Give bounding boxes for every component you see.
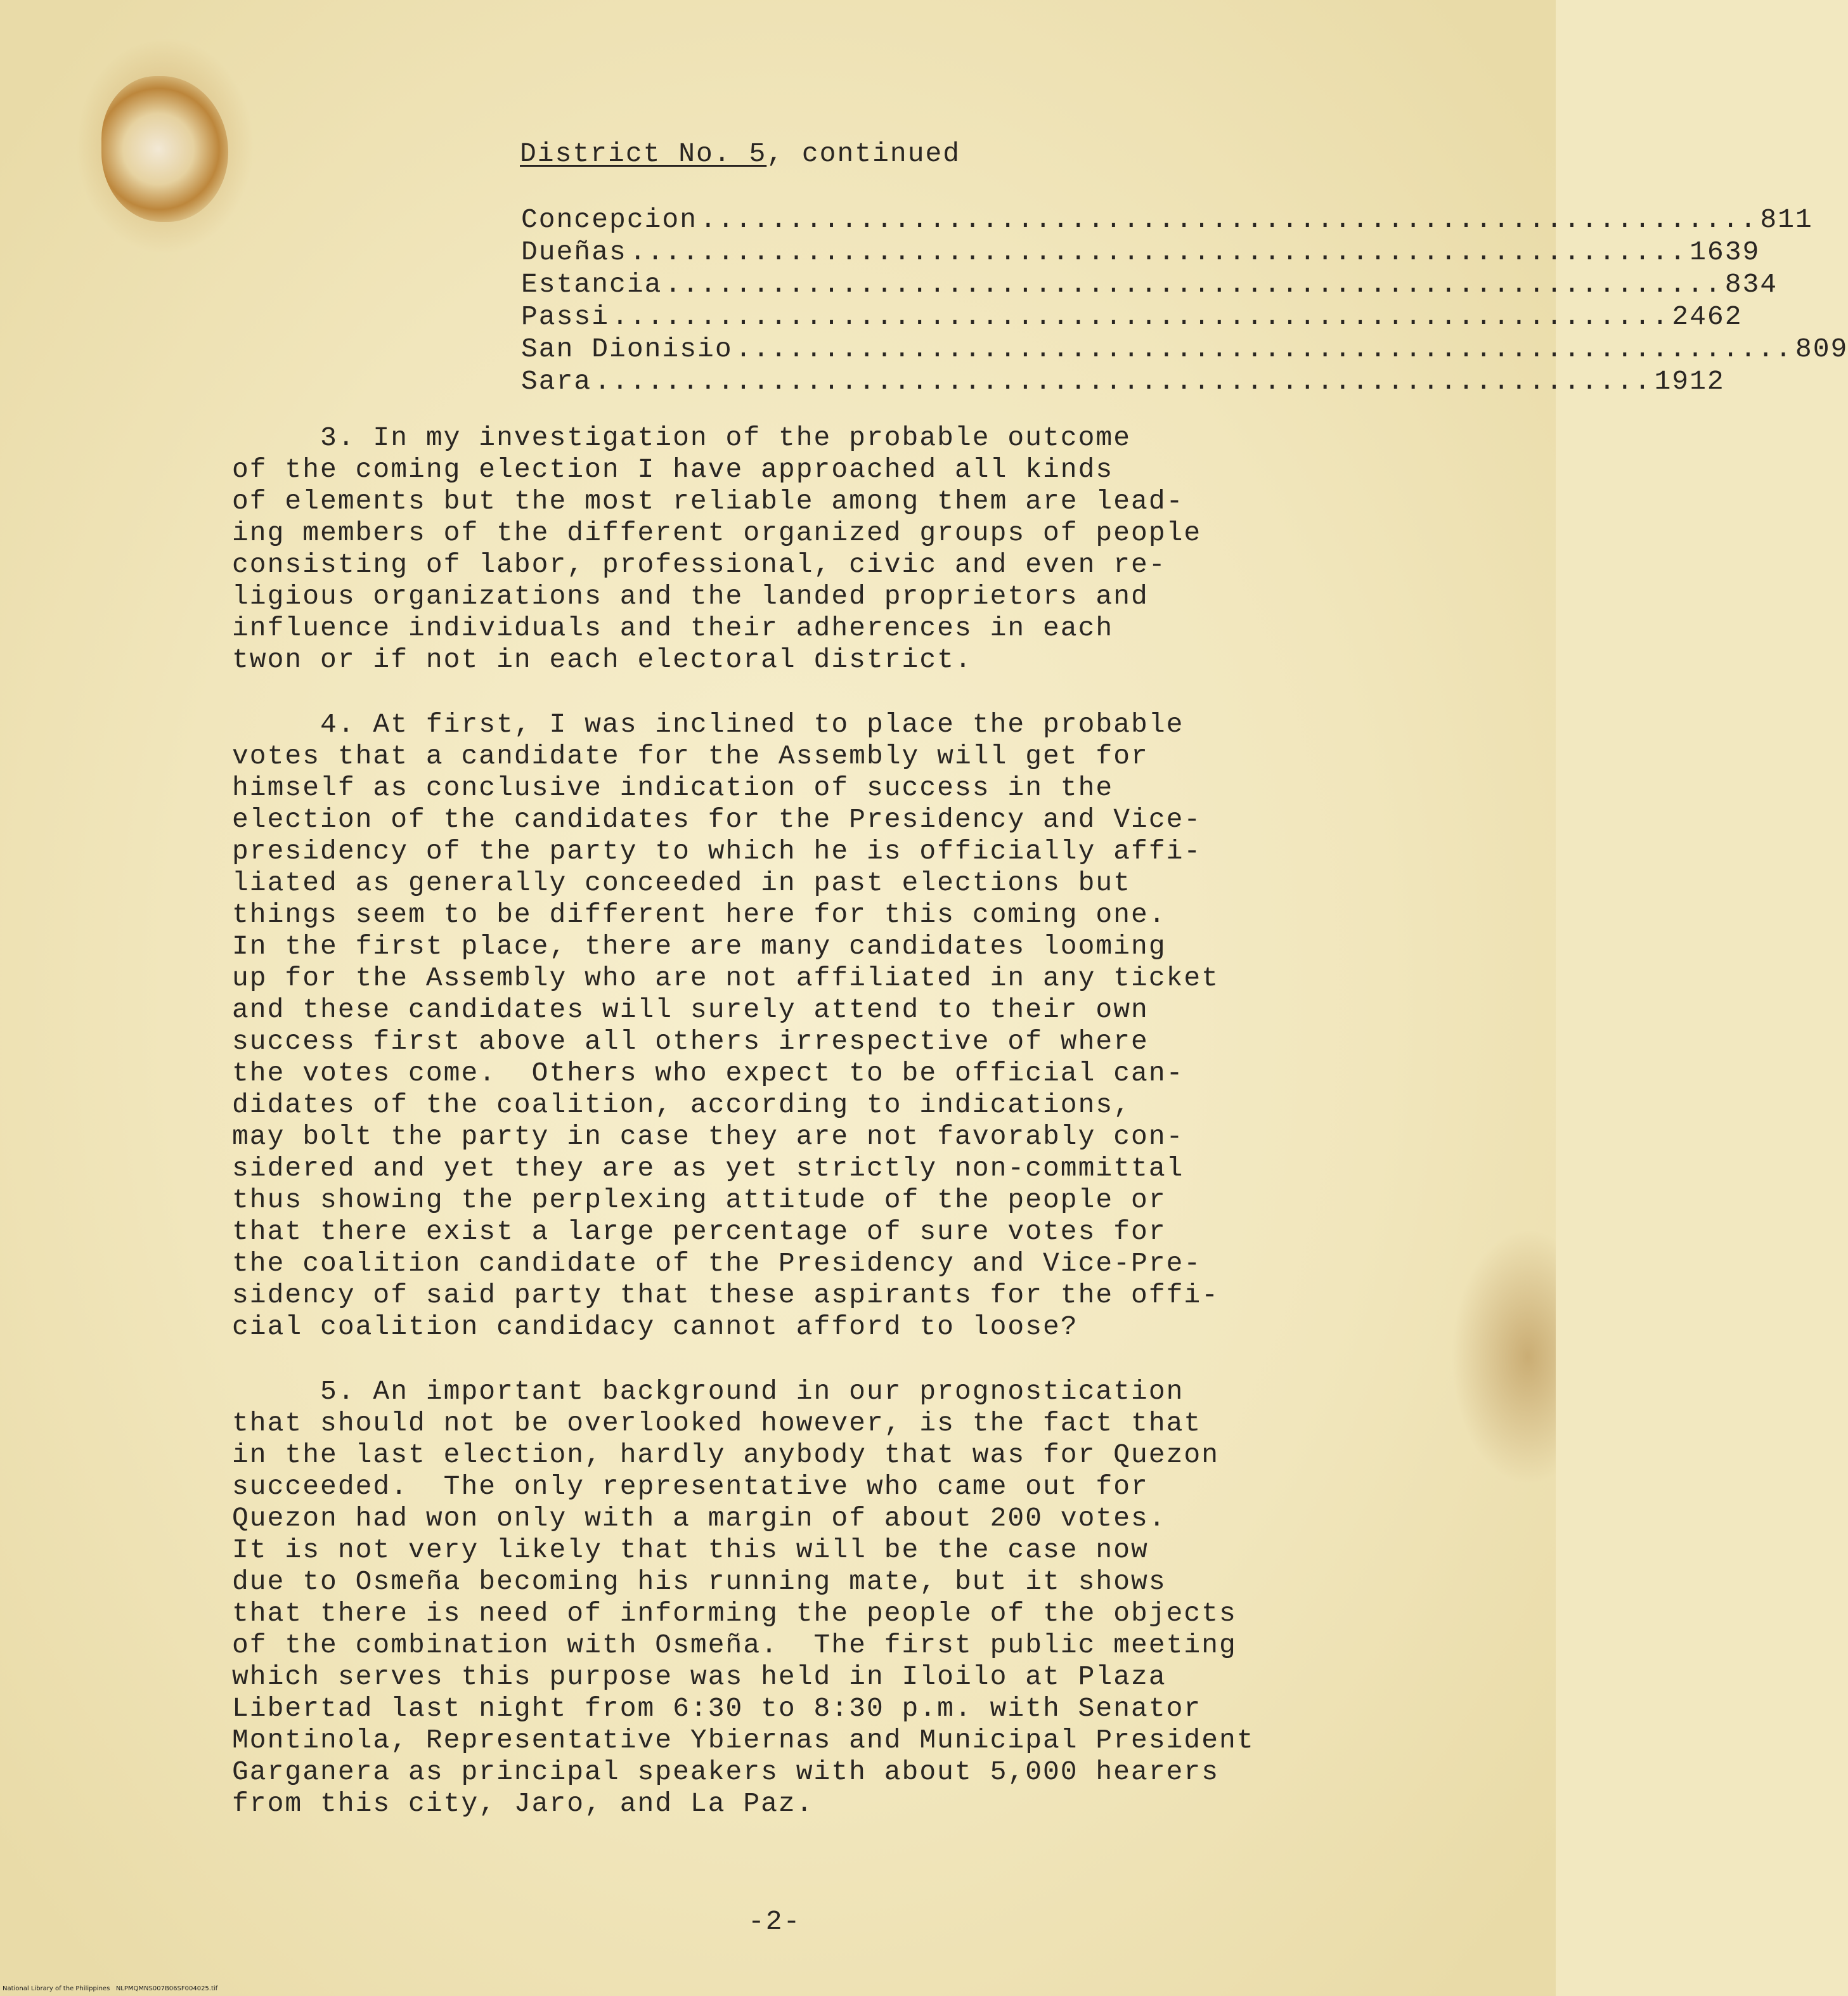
text-line: votes that a candidate for the Assembly will get for — [232, 741, 1149, 772]
text-line: ligious organizations and the landed proprietors and — [232, 581, 1149, 612]
text-line: in the last election, hardly anybody that was for Quezon — [232, 1439, 1220, 1470]
heading-continued: , continued — [766, 138, 961, 169]
text-line: the votes come. Others who expect to be official can- — [232, 1058, 1184, 1089]
text-line: Montinola, Representative Ybiernas and Municipal President — [232, 1725, 1255, 1756]
paragraph-3 — [232, 422, 1360, 676]
heading-district: District No. 5 — [520, 138, 767, 169]
text-line: election of the candidates for the Presidency and Vice- — [232, 804, 1202, 835]
town-votes: 811 — [1760, 204, 1813, 235]
leader-dots: ............................................................ — [664, 269, 1722, 300]
text-line: In the first place, there are many candidates looming — [232, 931, 1166, 962]
text-line: liated as generally conceeded in past elections but — [232, 867, 1132, 898]
town-votes: 809 — [1795, 334, 1848, 365]
text-line: cial coalition candidacy cannot afford to loose? — [232, 1311, 1078, 1342]
town-name: San Dionisio — [521, 334, 733, 365]
text-line: influence individuals and their adherences in each — [232, 612, 1114, 644]
town-vote-list — [521, 204, 1848, 398]
text-line: up for the Assembly who are not affiliated in any ticket — [232, 962, 1220, 994]
text-line: 5. An important background in our prognostication — [232, 1376, 1184, 1407]
text-line: which serves this purpose was held in Iloilo at Plaza — [232, 1661, 1166, 1692]
text-line: sidered and yet they are as yet strictly non-committal — [232, 1153, 1184, 1184]
text-line: of elements but the most reliable among them are lead- — [232, 486, 1184, 517]
paragraph-5 — [232, 1376, 1360, 1820]
burn-mark — [101, 76, 228, 222]
town-row — [521, 334, 1848, 366]
text-line: things seem to be different here for this coming one. — [232, 899, 1166, 930]
text-line: presidency of the party to which he is officially affi- — [232, 836, 1202, 867]
text-line: due to Osmeña becoming his running mate, but it shows — [232, 1566, 1166, 1597]
text-line: Quezon had won only with a margin of about 200 votes. — [232, 1503, 1166, 1534]
town-row — [521, 269, 1778, 301]
text-line: consisting of labor, professional, civic and even re- — [232, 549, 1166, 580]
text-line: that should not be overlooked however, is the fact that — [232, 1408, 1202, 1439]
text-line: that there is need of informing the people of the objects — [232, 1598, 1237, 1629]
section-heading — [520, 138, 960, 170]
leader-dots: ............................................................ — [700, 204, 1758, 235]
text-line: may bolt the party in case they are not favorably con- — [232, 1121, 1184, 1152]
leader-dots: ............................................................ — [629, 237, 1688, 268]
text-line: of the combination with Osmeña. The first public meeting — [232, 1630, 1237, 1661]
text-line: success first above all others irrespective of where — [232, 1026, 1149, 1057]
archive-credit: National Library of the Philippines NLPMQMNS007B06SF004025.tif — [3, 1985, 218, 1992]
town-votes: 1912 — [1654, 366, 1725, 397]
town-row — [521, 237, 1761, 269]
town-votes: 1639 — [1690, 237, 1761, 268]
leader-dots: ............................................................ — [594, 366, 1652, 397]
text-line: thus showing the perplexing attitude of the people or — [232, 1184, 1166, 1215]
text-line: that there exist a large percentage of sure votes for — [232, 1216, 1166, 1247]
text-line: succeeded. The only representative who came out for — [232, 1471, 1149, 1502]
text-line: ing members of the different organized groups of people — [232, 517, 1202, 548]
text-line: Garganera as principal speakers with about 5,000 hearers — [232, 1756, 1220, 1787]
text-line: himself as conclusive indication of success in the — [232, 772, 1114, 803]
town-votes: 2462 — [1672, 301, 1743, 332]
town-row — [521, 204, 1813, 237]
text-line: and these candidates will surely attend to their own — [232, 994, 1149, 1025]
town-name: Passi — [521, 301, 610, 332]
town-row — [521, 301, 1743, 334]
leader-dots: ............................................................ — [612, 301, 1670, 332]
text-line: of the coming election I have approached all kinds — [232, 454, 1114, 485]
town-name: Sara — [521, 366, 592, 397]
text-line: sidency of said party that these aspirants for the offi- — [232, 1280, 1220, 1311]
text-line: twon or if not in each electoral district. — [232, 644, 972, 675]
text-line: from this city, Jaro, and La Paz. — [232, 1788, 814, 1819]
text-line: 4. At first, I was inclined to place the probable — [232, 709, 1184, 740]
leader-dots: ............................................................ — [735, 334, 1793, 365]
text-line: didates of the coalition, according to indications, — [232, 1089, 1132, 1120]
town-name: Dueñas — [521, 237, 627, 268]
text-line: 3. In my investigation of the probable outcome — [232, 422, 1132, 453]
paragraph-4 — [232, 709, 1360, 1343]
town-name: Concepcion — [521, 204, 698, 235]
town-row — [521, 366, 1725, 398]
town-votes: 834 — [1724, 269, 1778, 300]
text-line: It is not very likely that this will be the case now — [232, 1534, 1149, 1565]
text-line: the coalition candidate of the Presidency and Vice-Pre- — [232, 1248, 1202, 1279]
text-line: Libertad last night from 6:30 to 8:30 p.m. with Senator — [232, 1693, 1202, 1724]
page-number: -2- — [748, 1906, 801, 1937]
town-name: Estancia — [521, 269, 662, 300]
